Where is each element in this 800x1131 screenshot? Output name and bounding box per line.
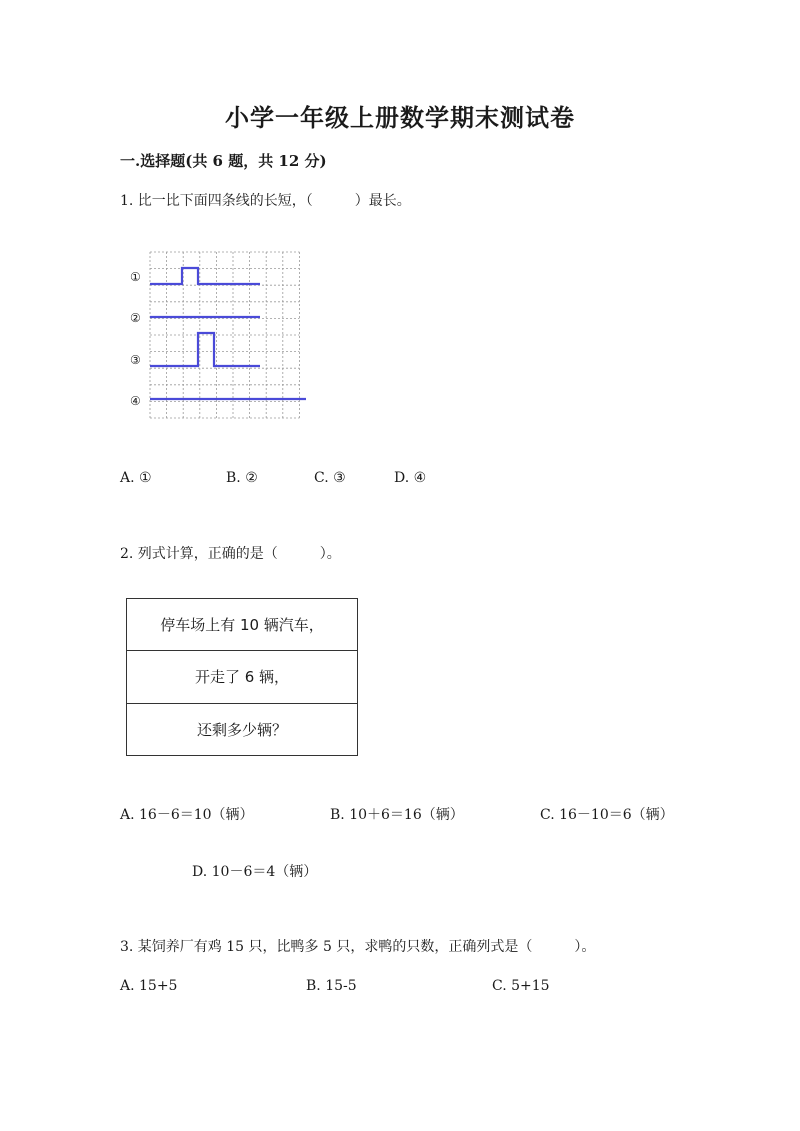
section-heading: 一.选择题(共 6 题，共 12 分)	[120, 152, 327, 170]
story-line-1: 停车场上有 10 辆汽车，	[127, 599, 357, 651]
story-line-2: 开走了 6 辆，	[127, 651, 357, 703]
q1-option-a: A. ①	[120, 470, 152, 486]
q1-option-d: D. ④	[394, 470, 427, 486]
q2-option-b: B. 10＋6＝16（辆）	[330, 807, 464, 823]
figure-label-1: ①	[130, 270, 141, 284]
page-title: 小学一年级上册数学期末测试卷	[225, 103, 575, 132]
q3-option-b: B. 15-5	[306, 978, 357, 994]
q1-option-c: C. ③	[314, 470, 346, 486]
line-comparison-figure	[128, 248, 310, 420]
q2-option-d: D. 10－6＝4（辆）	[192, 864, 318, 880]
figure-label-4: ④	[130, 394, 141, 408]
q3-option-a: A. 15+5	[120, 978, 178, 994]
figure-label-2: ②	[130, 311, 141, 325]
q1-option-b: B. ②	[226, 470, 258, 486]
story-line-3: 还剩多少辆？	[196, 721, 287, 740]
word-problem-box	[126, 598, 358, 756]
question-2-text: 2. 列式计算，正确的是（ ）。	[120, 546, 341, 562]
q2-option-a: A. 16－6＝10（辆）	[120, 807, 254, 823]
q2-option-c: C. 16－10＝6（辆）	[540, 807, 674, 823]
question-3-text: 3. 某饲养厂有鸡 15 只，比鸭多 5 只，求鸭的只数，正确列式是（ ）。	[120, 939, 596, 955]
question-1-text: 1. 比一比下面四条线的长短，（ ）最长。	[120, 193, 411, 209]
grid-lines	[150, 252, 299, 418]
q3-option-c: C. 5+15	[492, 978, 550, 994]
figure-label-3: ③	[130, 353, 141, 367]
